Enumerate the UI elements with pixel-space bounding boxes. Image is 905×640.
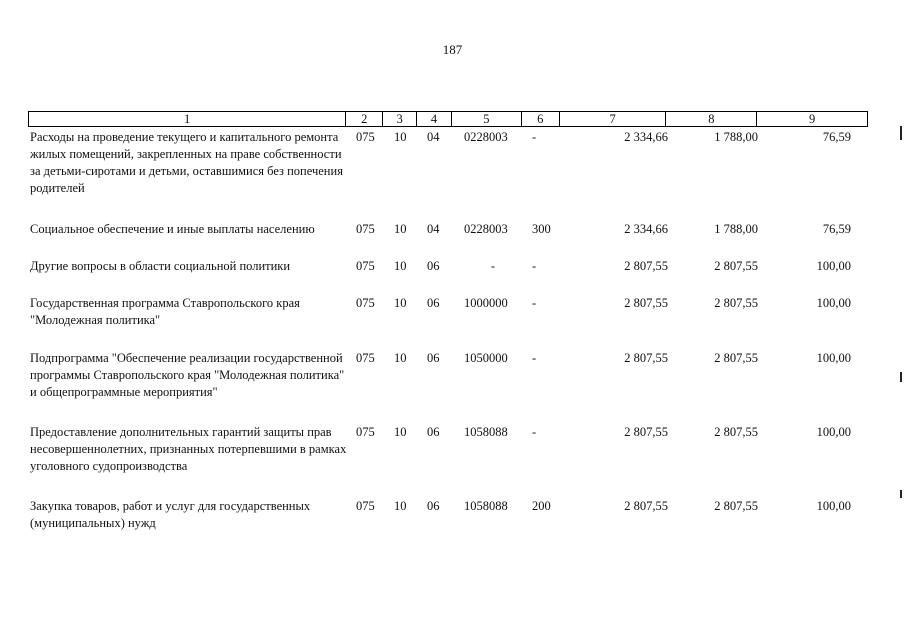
cell-percent: 100,00 [816,296,851,310]
column-header: 4 [417,112,452,126]
column-header: 9 [808,112,816,126]
cell-expense-type: 300 [532,222,551,236]
cell-expense-type: - [532,351,537,365]
cell-target: 0228003 [464,222,508,236]
row-name: Закупка товаров, работ и услуг для государственных (муниципальных) нужд [30,499,311,530]
cell-code-admin: 075 [356,351,375,365]
cell-actual: 2 807,55 [714,425,758,439]
cell-expense-type: - [532,296,537,310]
cell-percent: 100,00 [816,425,851,439]
cell-percent: 76,59 [822,130,851,144]
cell-subsection: 06 [427,351,440,365]
cell-actual: 2 807,55 [714,351,758,365]
cell-percent: 100,00 [816,499,851,513]
scan-edge-mark [900,490,902,498]
cell-subsection: 06 [427,296,440,310]
cell-target: 1058088 [464,499,508,513]
cell-code-admin: 075 [356,130,375,144]
row-name: Предоставление дополнительных гарантий защиты прав несовершеннолетних, признанных потерпевшими в рамках уголовного судопроизводства [30,425,347,473]
cell-section: 10 [394,296,407,310]
cell-target: - [490,259,496,273]
cell-percent: 76,59 [822,222,851,236]
cell-code-admin: 075 [356,259,375,273]
cell-actual: 1 788,00 [714,222,758,236]
cell-subsection: 06 [427,259,440,273]
cell-expense-type: - [532,130,537,144]
cell-plan: 2 807,55 [624,351,668,365]
column-header: 3 [383,112,417,126]
cell-actual: 2 807,55 [714,259,758,273]
cell-subsection: 04 [427,222,440,236]
cell-subsection: 06 [427,425,440,439]
row-name: Государственная программа Ставропольского края "Молодежная политика" [30,296,300,327]
cell-percent: 100,00 [816,351,851,365]
cell-code-admin: 075 [356,296,375,310]
cell-plan: 2 334,66 [624,130,668,144]
cell-target: 0228003 [464,130,508,144]
cell-plan: 2 807,55 [624,425,668,439]
cell-code-admin: 075 [356,425,375,439]
scan-edge-mark [900,126,902,140]
cell-plan: 2 807,55 [624,296,668,310]
column-header: 7 [560,112,667,126]
row-name: Социальное обеспечение и иные выплаты населению [30,222,315,236]
column-header: 6 [522,112,560,126]
cell-expense-type: - [532,425,537,439]
cell-target: 1058088 [464,425,508,439]
cell-plan: 2 807,55 [624,259,668,273]
cell-section: 10 [394,222,407,236]
cell-actual: 2 807,55 [714,499,758,513]
row-name: Другие вопросы в области социальной политики [30,259,291,273]
cell-actual: 2 807,55 [714,296,758,310]
cell-actual: 1 788,00 [714,130,758,144]
column-header: 5 [452,112,522,126]
cell-subsection: 04 [427,130,440,144]
cell-percent: 100,00 [816,259,851,273]
cell-section: 10 [394,130,407,144]
cell-code-admin: 075 [356,222,375,236]
cell-section: 10 [394,259,407,273]
column-header: 1 [29,112,346,126]
row-name: Подпрограмма "Обеспечение реализации государственной программы Ставропольского края "Молодежная политика" и общепрограммные мероприятия" [30,351,345,399]
cell-section: 10 [394,499,407,513]
row-name: Расходы на проведение текущего и капитального ремонта жилых помещений, закрепленных на праве собственности за детьми-сиротами и детьми, оставшимися без попечения родителей [30,130,343,195]
cell-code-admin: 075 [356,499,375,513]
cell-section: 10 [394,425,407,439]
cell-subsection: 06 [427,499,440,513]
column-header: 8 [666,112,757,126]
column-header: 2 [346,112,383,126]
cell-expense-type: 200 [532,499,551,513]
cell-target: 1000000 [464,296,508,310]
table-header [28,111,868,127]
page-number: 187 [442,42,463,57]
cell-plan: 2 334,66 [624,222,668,236]
cell-section: 10 [394,351,407,365]
scan-edge-mark [900,372,902,382]
cell-plan: 2 807,55 [624,499,668,513]
cell-target: 1050000 [464,351,508,365]
cell-expense-type: - [532,259,537,273]
